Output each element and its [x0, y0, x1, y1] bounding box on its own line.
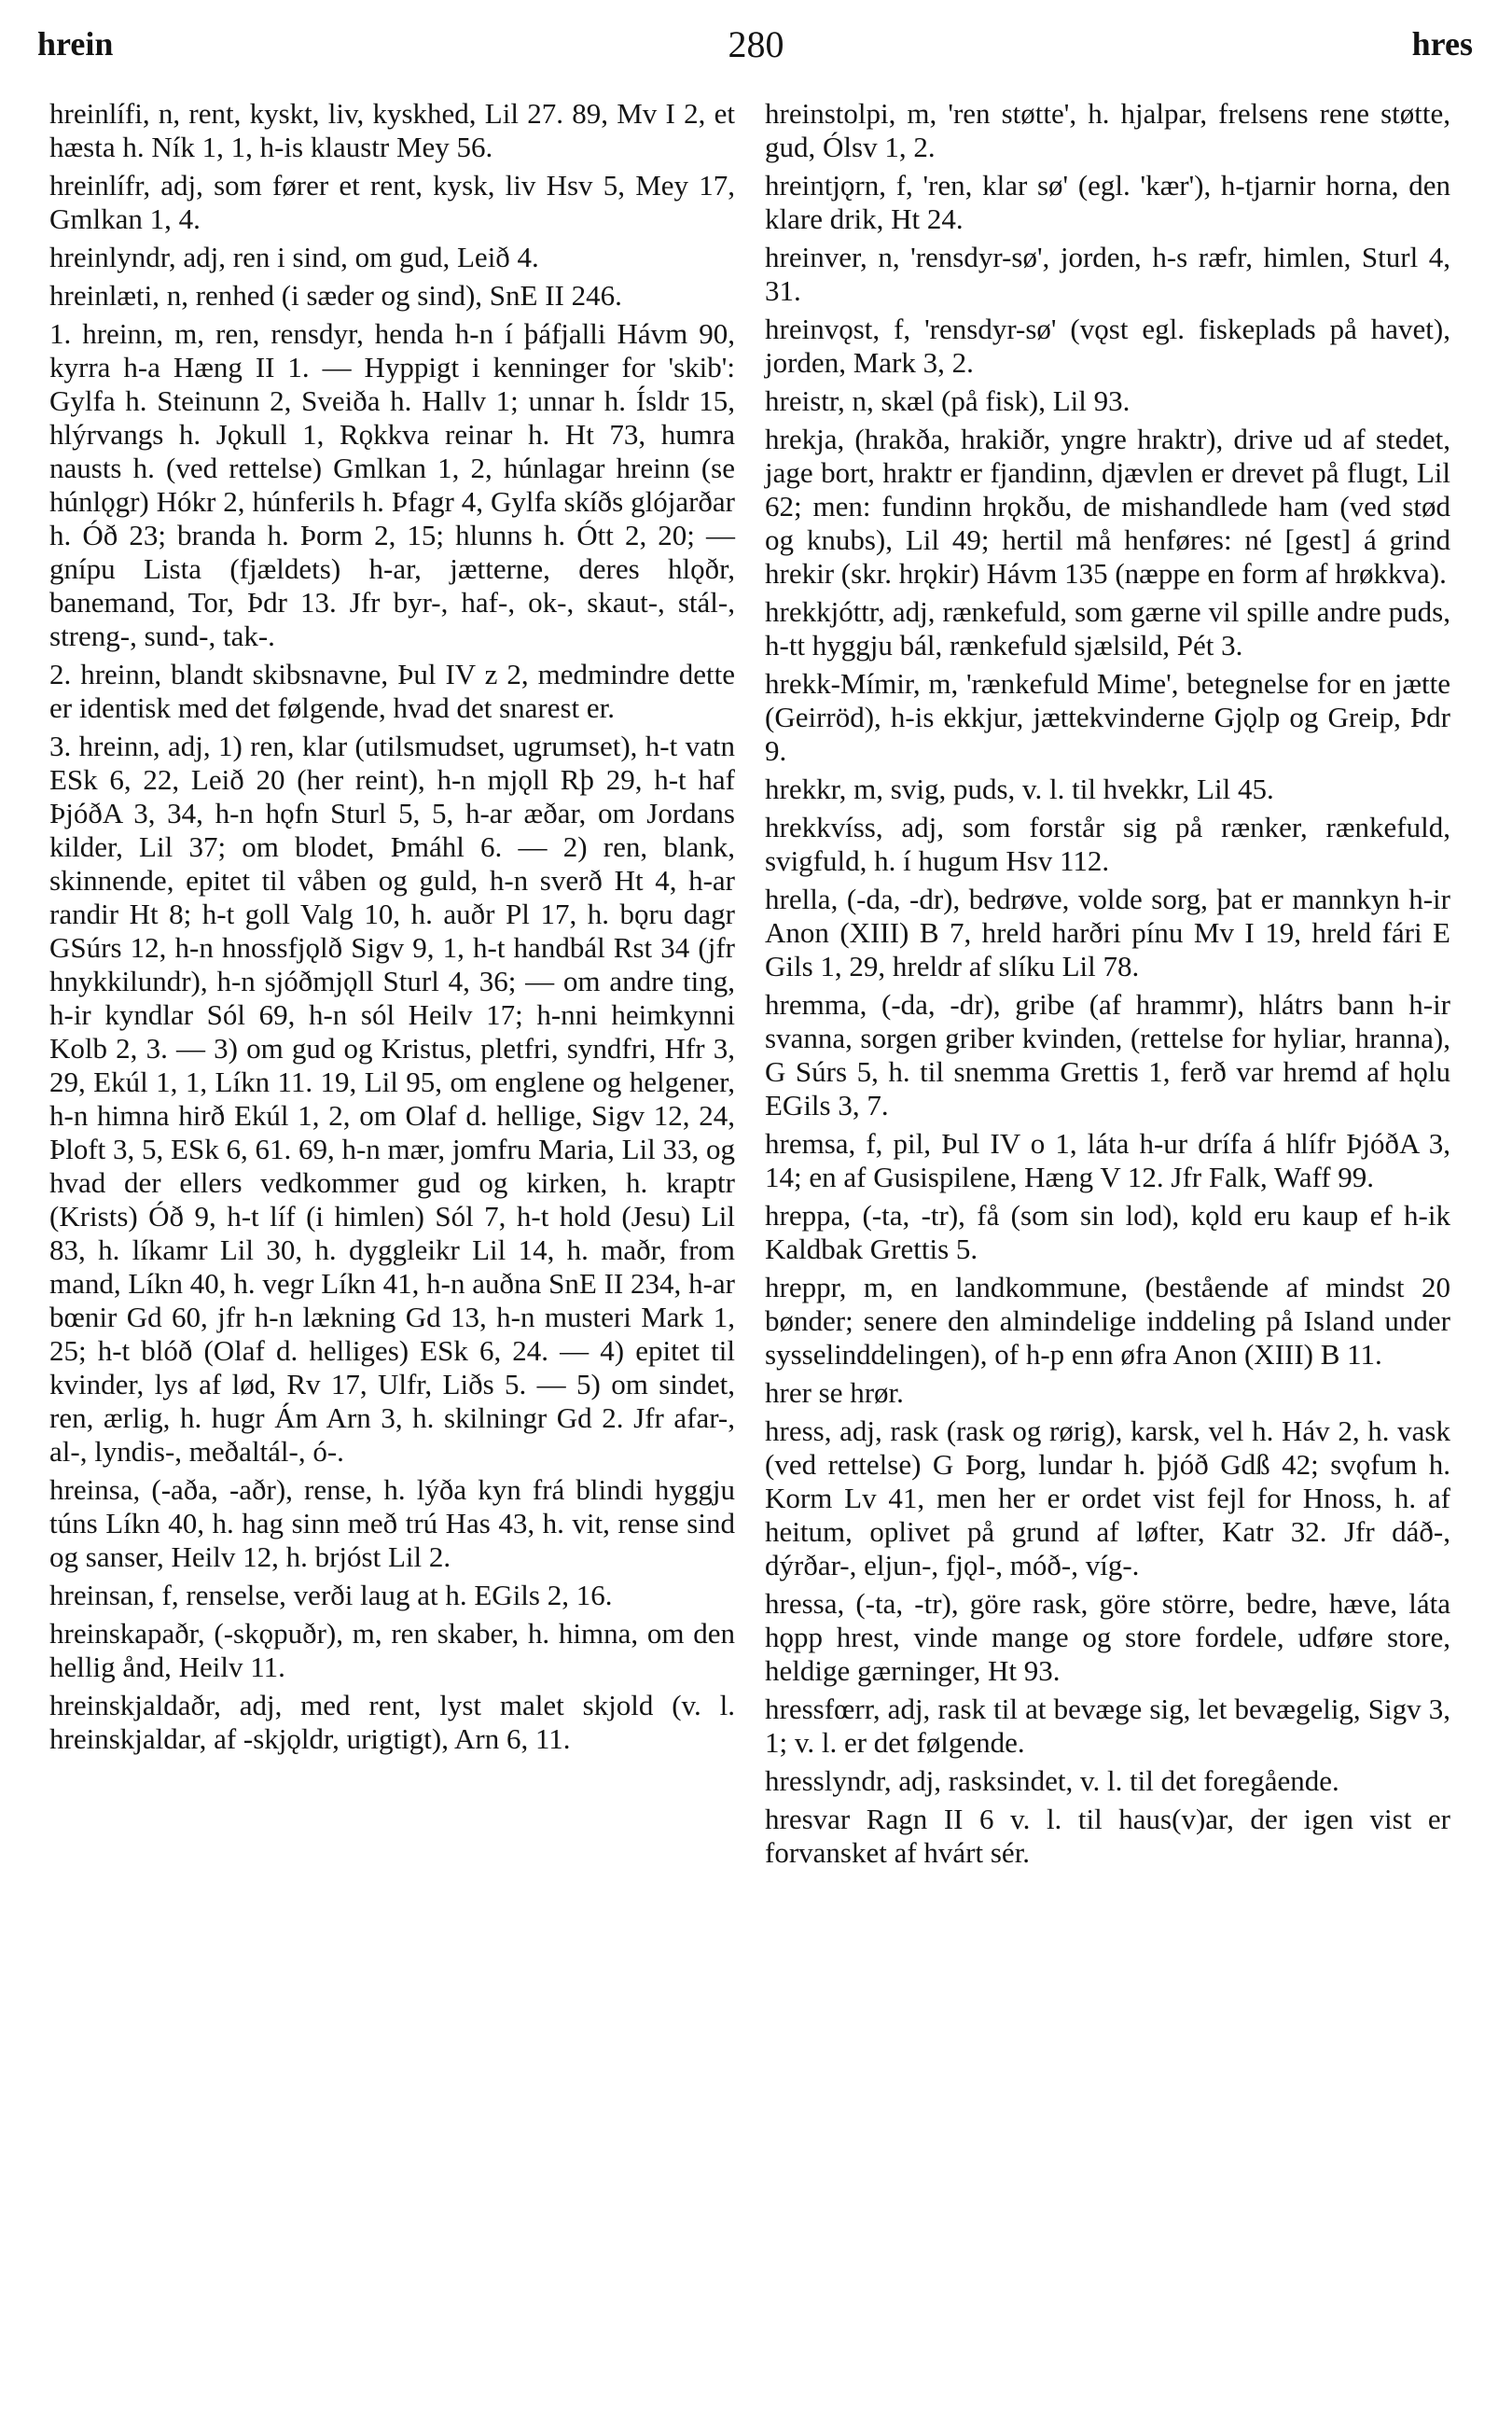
left-column — [49, 97, 735, 1761]
right-column — [765, 97, 1450, 1874]
dictionary-entry: hreinskapaðr, (-skǫpuðr), m, ren skaber, h. himna, om den hellig ånd, Heilv 11. — [49, 1617, 735, 1683]
dictionary-entry: hrekkvíss, adj, som forstår sig på rænker, rænkefuld, svigfuld, h. í hugum Hsv 112. — [765, 811, 1450, 877]
dictionary-entry: hreistr, n, skæl (på fisk), Lil 93. — [765, 384, 1131, 417]
running-head-left: hrein — [37, 25, 114, 63]
dictionary-entry: hreppr, m, en landkommune, (bestående af mindst 20 bønder; senere den almindelige inddeling på Island under sysselinddelingen), of h-p enn øfra Anon (XIII) B 11. — [765, 1271, 1450, 1371]
dictionary-entry: hreintjǫrn, f, 'ren, klar sø' (egl. 'kær'), h-tjarnir horna, den klare drik, Ht 24. — [765, 169, 1450, 235]
dictionary-entry: hreinsa, (-aða, -aðr), rense, h. lýða kyn frá blindi hyggju túns Líkn 40, h. hag sinn með trú Has 43, h. vit, rense sind og sanser, Heilv 12, h. brjóst Lil 2. — [49, 1473, 735, 1573]
dictionary-entry: hreinskjaldaðr, adj, med rent, lyst malet skjold (v. l. hreinskjaldar, af -skjǫldr, urigtigt), Arn 6, 11. — [49, 1689, 735, 1755]
dictionary-entry: hreinlífr, adj, som fører et rent, kysk, liv Hsv 5, Mey 17, Gmlkan 1, 4. — [49, 169, 735, 235]
dictionary-entry: hressa, (-ta, -tr), göre rask, göre större, bedre, hæve, láta hǫpp hrest, vinde mange og store fordele, udføre store, heldige gærninger, Ht 93. — [765, 1587, 1450, 1687]
dictionary-entry: hrekkr, m, svig, puds, v. l. til hvekkr, Lil 45. — [765, 773, 1274, 805]
dictionary-entry: hresvar Ragn II 6 v. l. til haus(v)ar, der igen vist er forvansket af hvárt sér. — [765, 1803, 1450, 1869]
running-head-right: hres — [1411, 25, 1473, 63]
page-number: 280 — [728, 23, 784, 65]
dictionary-entry: hrekk-Mímir, m, 'rænkefuld Mime', betegnelse for en jætte (Geirröd), h-is ekkjur, jættekvinderne Gjǫlp og Greip, Þdr 9. — [765, 667, 1450, 767]
dictionary-entry: hreinsan, f, renselse, verði laug at h. EGils 2, 16. — [49, 1579, 613, 1611]
dictionary-entry: hrella, (-da, -dr), bedrøve, volde sorg, þat er mannkyn h-ir Anon (XIII) B 7, hreld harðri pínu Mv I 19, hreld fári E Gils 1, 29, hreldr af slíku Lil 78. — [765, 883, 1450, 982]
dictionary-entry: hresslyndr, adj, rasksindet, v. l. til det foregående. — [765, 1764, 1339, 1797]
dictionary-entry: hreinstolpi, m, 'ren støtte', h. hjalpar, frelsens rene støtte, gud, Ólsv 1, 2. — [765, 97, 1450, 163]
dictionary-entry: 2. hreinn, blandt skibsnavne, Þul IV z 2, medmindre dette er identisk med det følgende, hvad det snarest er. — [49, 658, 735, 724]
dictionary-entry: hreinlyndr, adj, ren i sind, om gud, Leið 4. — [49, 241, 539, 273]
dictionary-entry: hremma, (-da, -dr), gribe (af hrammr), hlátrs bann h-ir svanna, sorgen griber kvinden, (rettelse for hyliar, hranna), G Súrs 5, h. til snemma Grettis 1, ferð var hremd af hǫlu EGils 3, 7. — [765, 988, 1450, 1121]
dictionary-entry: hreppa, (-ta, -tr), få (som sin lod), kǫld eru kaup ef h-ik Kaldbak Grettis 5. — [765, 1199, 1450, 1265]
dictionary-entry: 3. hreinn, adj, 1) ren, klar (utilsmudset, ugrumset), h-t vatn ESk 6, 22, Leið 20 (her reint), h-n mjǫll Rþ 29, h-t haf ÞjóðA 3, 34, h-n hǫfn Sturl 5, 5, h-ar æðar, om Jordans kilder, Lil 37; om blodet, Þmáhl 6. — 2) ren, blank, skinnende, epitet til våben og guld, h-n sverð Ht 4, h-ar randir Ht 8; h-t goll Valg 10, h. auðr Pl 17, h. bǫru dagr GSúrs 12, h-n hnossfjǫlð Sigv 9, 1, h-t handbál Rst 34 (jfr hnykkilundr), h-n sjóðmjǫll Sturl 4, 36; — om andre ting, h-ir kyndlar Sól 69, h-n sól Heilv 17; h-nni heimkynni Kolb 2, 3. — 3) om gud og Kristus, pletfri, syndfri, Hfr 3, 29, Ekúl 1, 1, Líkn 11. 19, Lil 95, om englene og helgener, h-n himna hirð Ekúl 1, 2, om Olaf d. hellige, Sigv 12, 24, Þloft 3, 5, ESk 6, 61. 69, h-n mær, jomfru Maria, Lil 33, og hvad der ellers vedkommer gud og kirken, h. kraptr (Krists) Óð 9, h-t líf (i himlen) Sól 7, h-t hold (Jesu) Lil 83, h. líkamr Lil 30, h. dyggleikr Lil 14, h. maðr, from mand, Líkn 40, h. vegr Líkn 41, h-n auðna SnE II 234, h-ar bœnir Gd 60, jfr h-n lækning Gd 13, h-n musteri Mark 1, 25; h-t blóð (Olaf d. helliges) ESk 6, 24. — 4) epitet til kvinder, lys af lød, Rv 17, Ulfr, Liðs 5. — 5) om sindet, ren, ærlig, h. hugr Ám Arn 3, h. skilningr Gd 2. Jfr afar-, al-, lyndis-, meðaltál-, ó-. — [49, 730, 735, 1468]
dictionary-entry: hressfœrr, adj, rask til at bevæge sig, let bevægelig, Sigv 3, 1; v. l. er det følgende. — [765, 1693, 1450, 1759]
dictionary-entry: hreinvǫst, f, 'rensdyr-sø' (vǫst egl. fiskeplads på havet), jorden, Mark 3, 2. — [765, 313, 1450, 379]
dictionary-entry: hremsa, f, pil, Þul IV o 1, láta h-ur drífa á hlífr ÞjóðA 3, 14; en af Gusispilene, Hæng V 12. Jfr Falk, Waff 99. — [765, 1127, 1450, 1193]
dictionary-entry: hrekja, (hrakða, hrakiðr, yngre hraktr), drive ud af stedet, jage bort, hraktr er fjandinn, djævlen er drevet på flugt, Lil 62; men: fundinn hrǫkðu, de mishandlede ham (ved stød og knubs), Lil 49; hertil må henføres: né [gest] á grind hrekir (skr. hrǫkir) Hávm 135 (næppe en form af hrøkkva). — [765, 423, 1450, 590]
dictionary-entry: hress, adj, rask (rask og rørig), karsk, vel h. Háv 2, h. vask (ved rettelse) G Þorg, lundar h. þjóð Gdß 42; svǫfum h. Korm Lv 41, men her er ordet vist fejl for Hnoss, h. af heitum, oplivet på grund af løfter, Katr 32. Jfr dáð-, dýrðar-, eljun-, fjǫl-, móð-, víg-. — [765, 1414, 1450, 1581]
dictionary-entry: hrekkjóttr, adj, rænkefuld, som gærne vil spille andre puds, h-tt hyggju bál, rænkefuld sjælsild, Pét 3. — [765, 595, 1450, 662]
dictionary-entry: 1. hreinn, m, ren, rensdyr, henda h-n í þáfjalli Hávm 90, kyrra h-a Hæng II 1. — Hyppigt i kenninger for 'skib': Gylfa h. Steinunn 2, Sveiða h. Hallv 1; unnar h. Ísldr 15, hlýrvangs h. Jǫkull 1, Rǫkkva reinar h. Ht 73, humra nausts h. (ved rettelse) Gmlkan 1, 2, húnlagar hreinn (se húnlǫgr) Hókr 2, húnferils h. Þfagr 4, Gylfa skíðs glójarðar h. Óð 23; branda h. Þorm 2, 15; hlunns h. Ótt 2, 20; — gnípu Lista (fjældets) h-ar, jætterne, deres hlǫðr, banemand, Tor, Þdr 13. Jfr byr-, haf-, ok-, skaut-, stál-, streng-, sund-, tak-. — [49, 317, 735, 652]
dictionary-entry: hreinlífi, n, rent, kyskt, liv, kyskhed, Lil 27. 89, Mv I 2, et hæsta h. Ník 1, 1, h-is klaustr Mey 56. — [49, 97, 735, 163]
dictionary-entry: hreinver, n, 'rensdyr-sø', jorden, h-s ræfr, himlen, Sturl 4, 31. — [765, 241, 1450, 307]
dictionary-entry: hreinlæti, n, renhed (i sæder og sind), SnE II 246. — [49, 279, 622, 312]
dictionary-entry: hrer se hrør. — [765, 1376, 904, 1409]
